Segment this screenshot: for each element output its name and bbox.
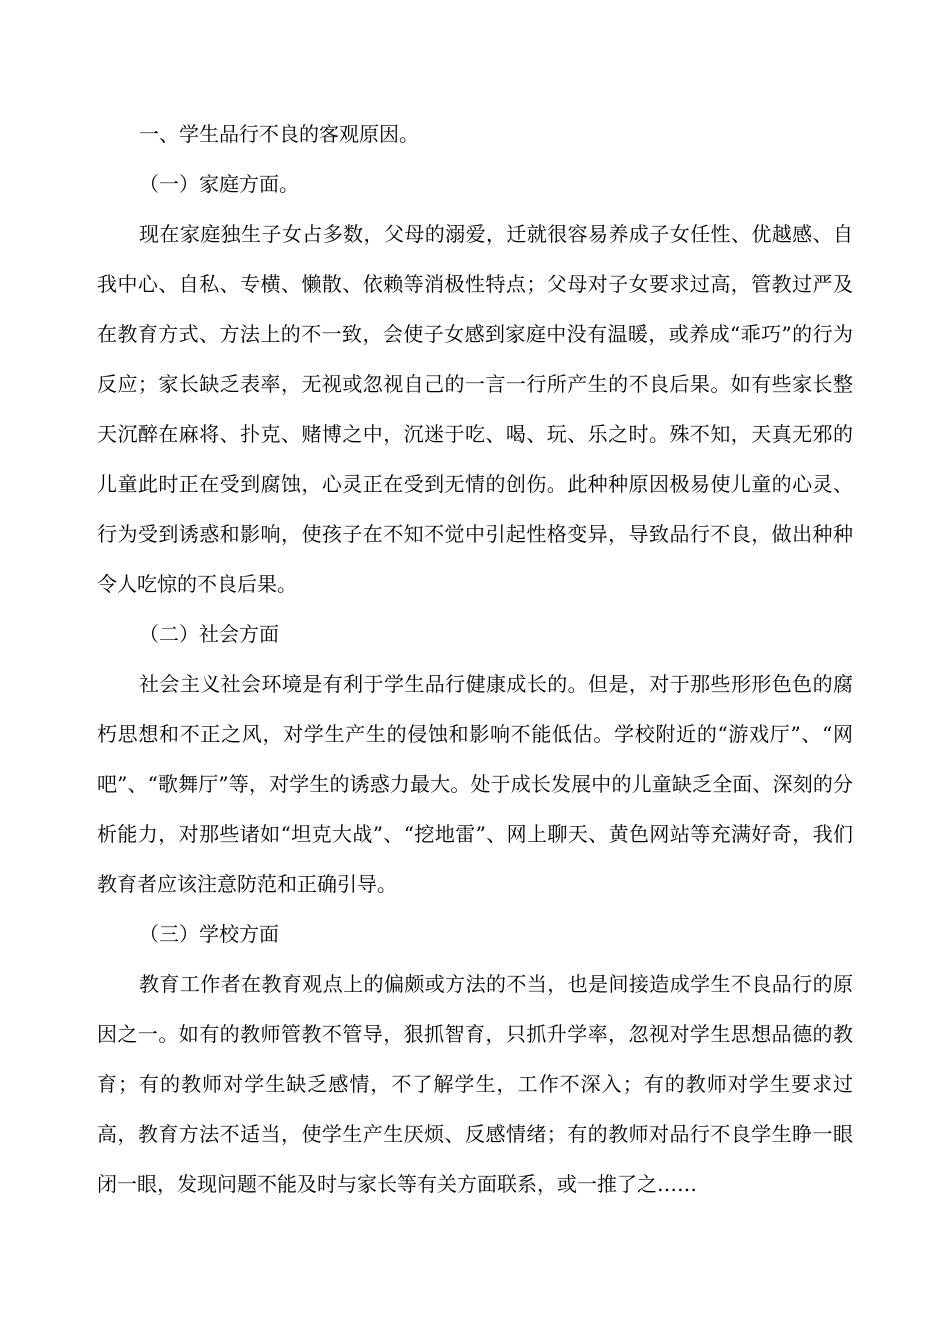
subheading-society: （二）社会方面	[139, 622, 279, 646]
paragraph-school: 教育工作者在教育观点上的偏颇或方法的不当，也是间接造成学生不良品行的原因之一。如有的教师管教不管导，狠抓智育，只抓升学率，忽视对学生思想品德的教育；有的教师对学生缺乏感情，不了解学生，工作不深入；有的教师对学生要求过高，教育方法不适当，使学生产生厌烦、反感情绪；有的教师对品行不良学生睁一眼闭一眼，发现问题不能及时与家长等有关方面联系，或一推了之……	[97, 972, 853, 1196]
section-heading: 一、学生品行不良的客观原因。	[139, 122, 419, 146]
paragraph-society: 社会主义社会环境是有利于学生品行健康成长的。但是，对于那些形形色色的腐朽思想和不正之风，对学生产生的侵蚀和影响不能低估。学校附近的“游戏厅”、“网吧”、“歌舞厅”等，对学生的诱惑力最大。处于成长发展中的儿童缺乏全面、深刻的分析能力，对那些诸如“坦克大战”、“挖地雷”、网上聊天、黄色网站等充满好奇，我们教育者应该注意防范和正确引导。	[97, 672, 853, 896]
subheading-school: （三）学校方面	[139, 922, 279, 946]
document-body	[97, 109, 853, 1209]
paragraph-family: 现在家庭独生子女占多数，父母的溺爱，迁就很容易养成子女任性、优越感、自我中心、自私、专横、懒散、依赖等消极性特点；父母对子女要求过高，管教过严及在教育方式、方法上的不一致，会使子女感到家庭中没有温暖，或养成“乖巧”的行为反应；家长缺乏表率，无视或忽视自己的一言一行所产生的不良后果。如有些家长整天沉醉在麻将、扑克、赌博之中，沉迷于吃、喝、玩、乐之时。殊不知，天真无邪的儿童此时正在受到腐蚀，心灵正在受到无情的创伤。此种种原因极易使儿童的心灵、行为受到诱惑和影响，使孩子在不知不觉中引起性格变异，导致品行不良，做出种种令人吃惊的不良后果。	[97, 222, 853, 596]
subheading-family: （一）家庭方面。	[139, 172, 299, 196]
